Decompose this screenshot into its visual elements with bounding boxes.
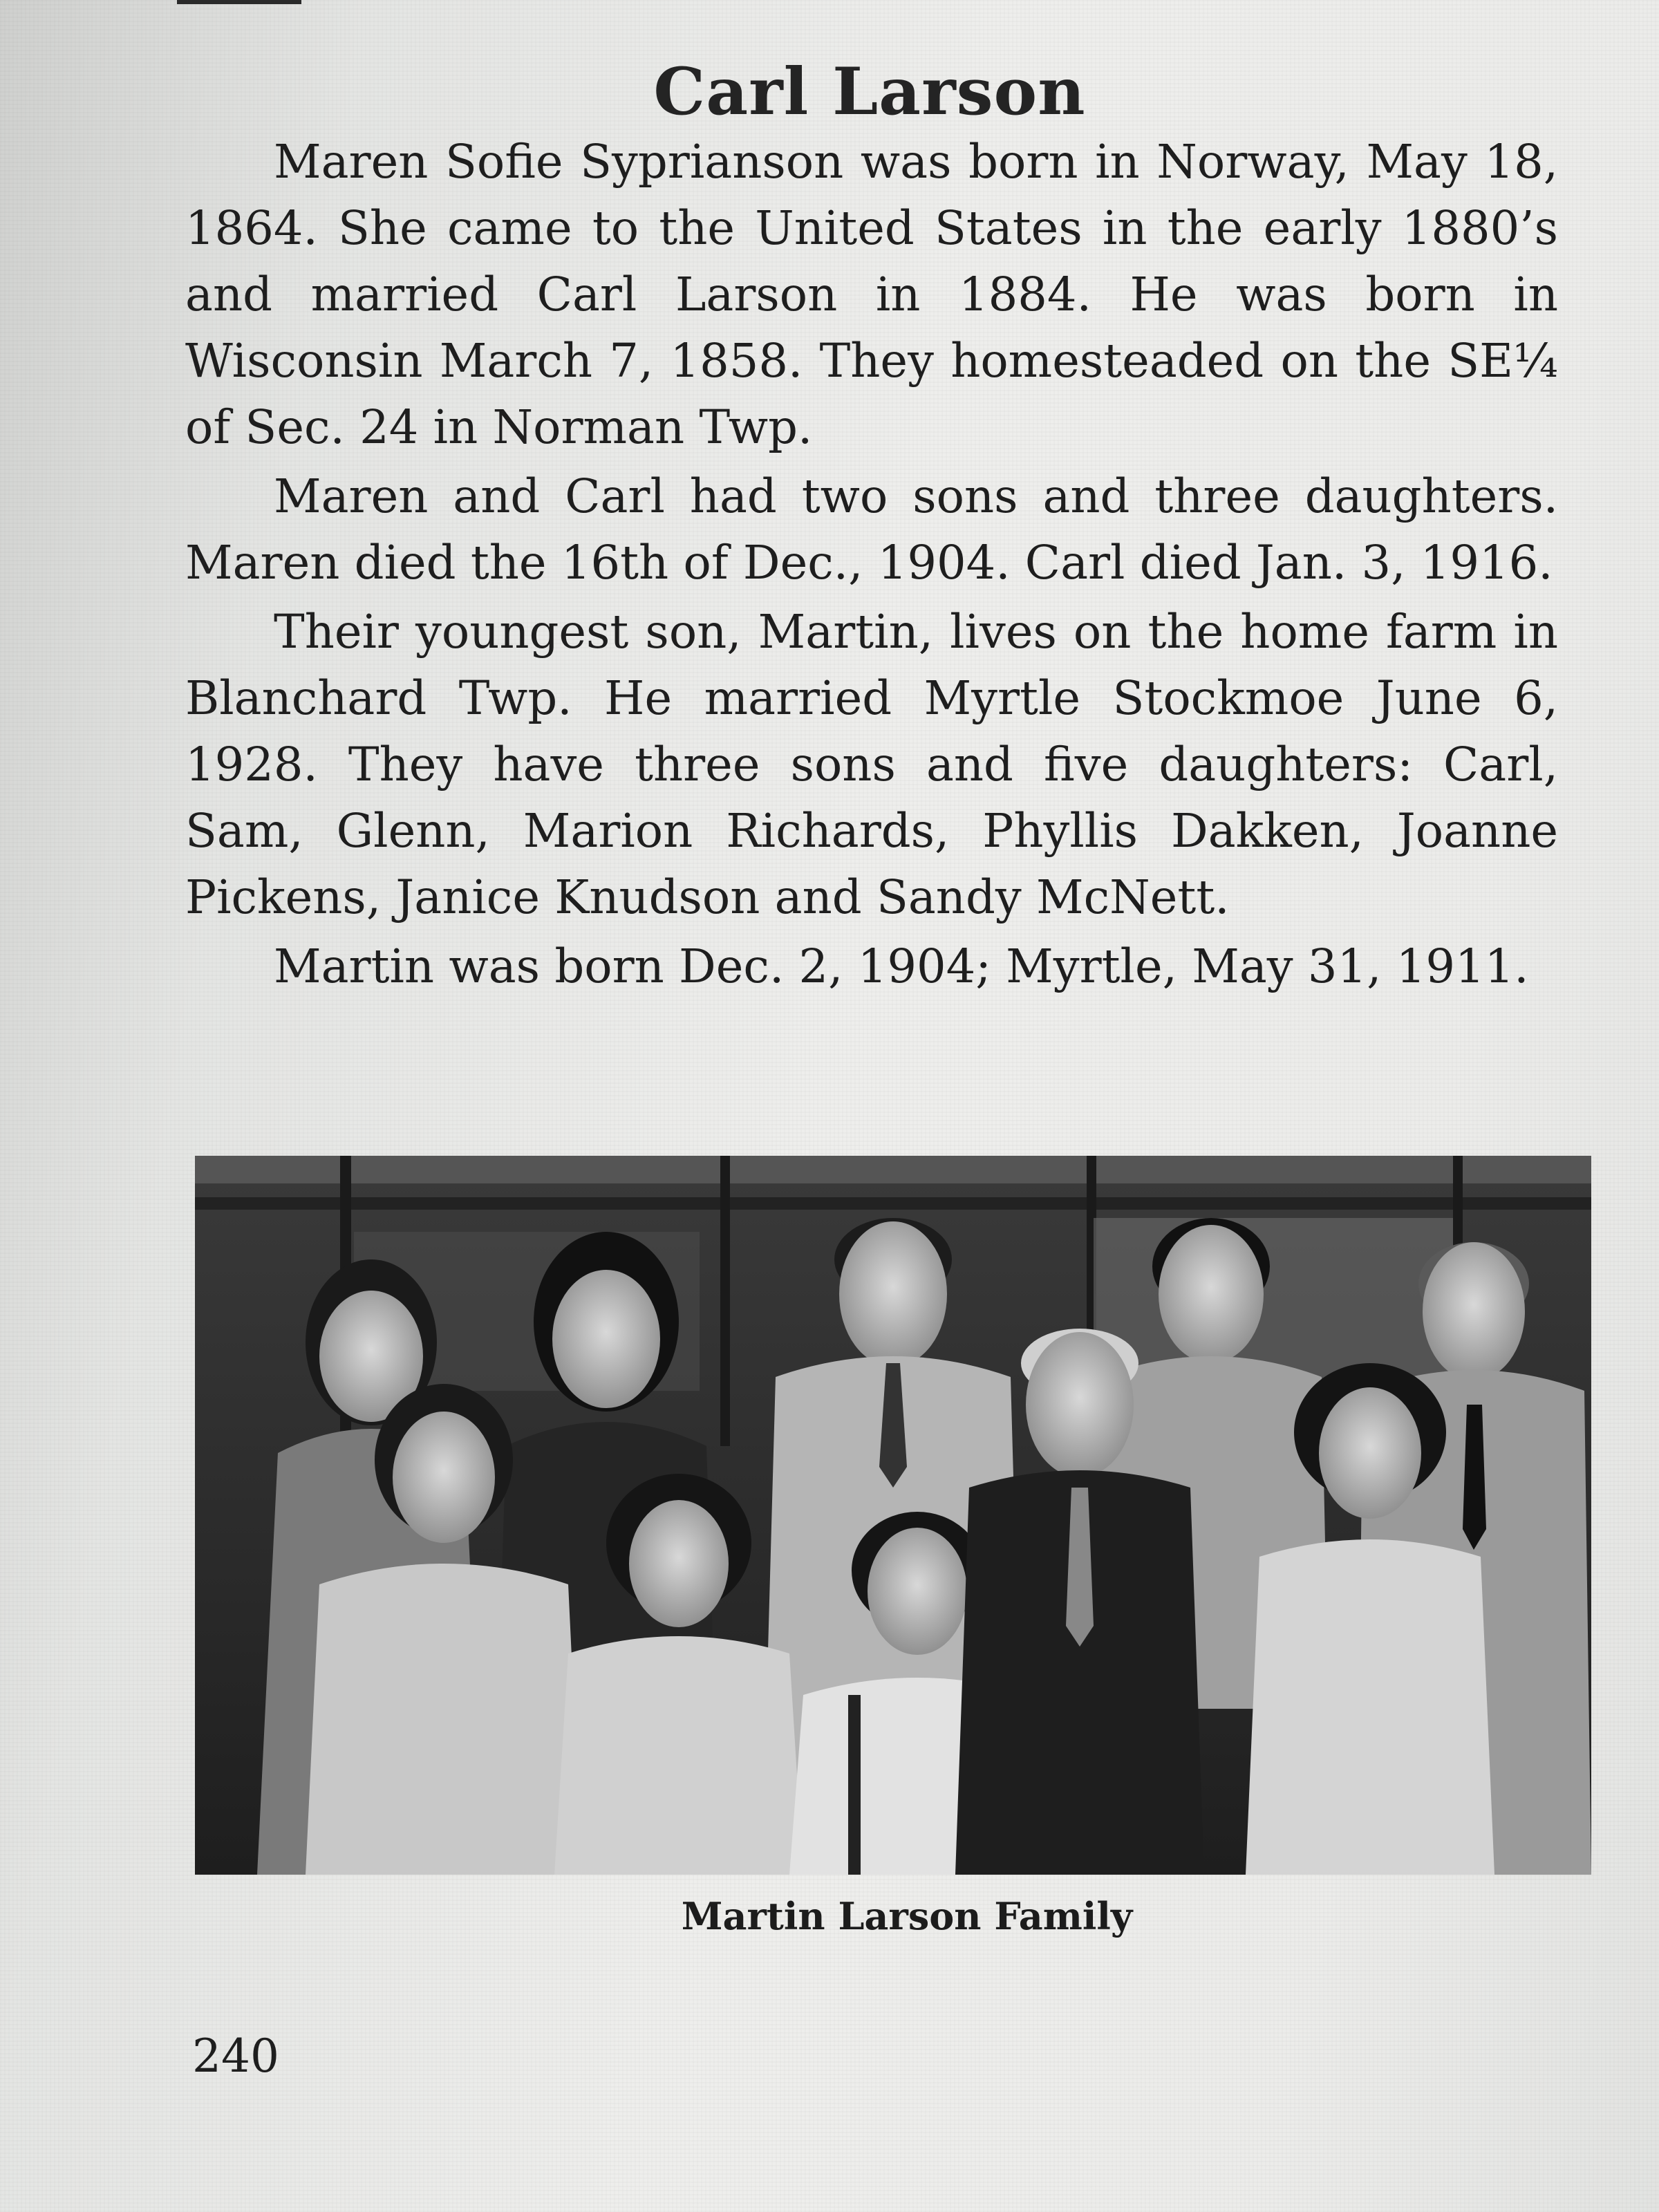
family-photo-illustration bbox=[195, 1156, 1591, 1875]
page-title: Carl Larson bbox=[653, 54, 1086, 130]
paragraph-2: Maren and Carl had two sons and three daughters. Maren died the 16th of Dec., 1904. Carl died Jan. 3, 1916. bbox=[185, 469, 1558, 590]
photo-caption: Martin Larson Family bbox=[681, 1894, 1133, 1938]
paragraph-1: Maren Sofie Syprianson was born in Norway, May 18, 1864. She came to the United States in the early 1880’s and married Carl Larson in 1884. He was born in Wisconsin March 7, 1858. They homesteaded on the SE¼ of Sec. 24 in Norman Twp. bbox=[185, 135, 1558, 454]
family-photo bbox=[195, 1156, 1591, 1875]
top-rule bbox=[177, 0, 301, 4]
page-number: 240 bbox=[192, 2030, 279, 2083]
paragraph-4: Martin was born Dec. 2, 1904; Myrtle, May 31, 1911. bbox=[274, 939, 1529, 993]
paragraph-3: Their youngest son, Martin, lives on the home farm in Blanchard Twp. He married Myrtle Stockmoe June 6, 1928. They have three sons and five daughters: Carl, Sam, Glenn, Marion Richards, Phyllis Dakken, Joanne Pickens, Janice Knudson and Sandy McNett. bbox=[185, 605, 1558, 924]
article-body bbox=[185, 129, 1558, 1002]
